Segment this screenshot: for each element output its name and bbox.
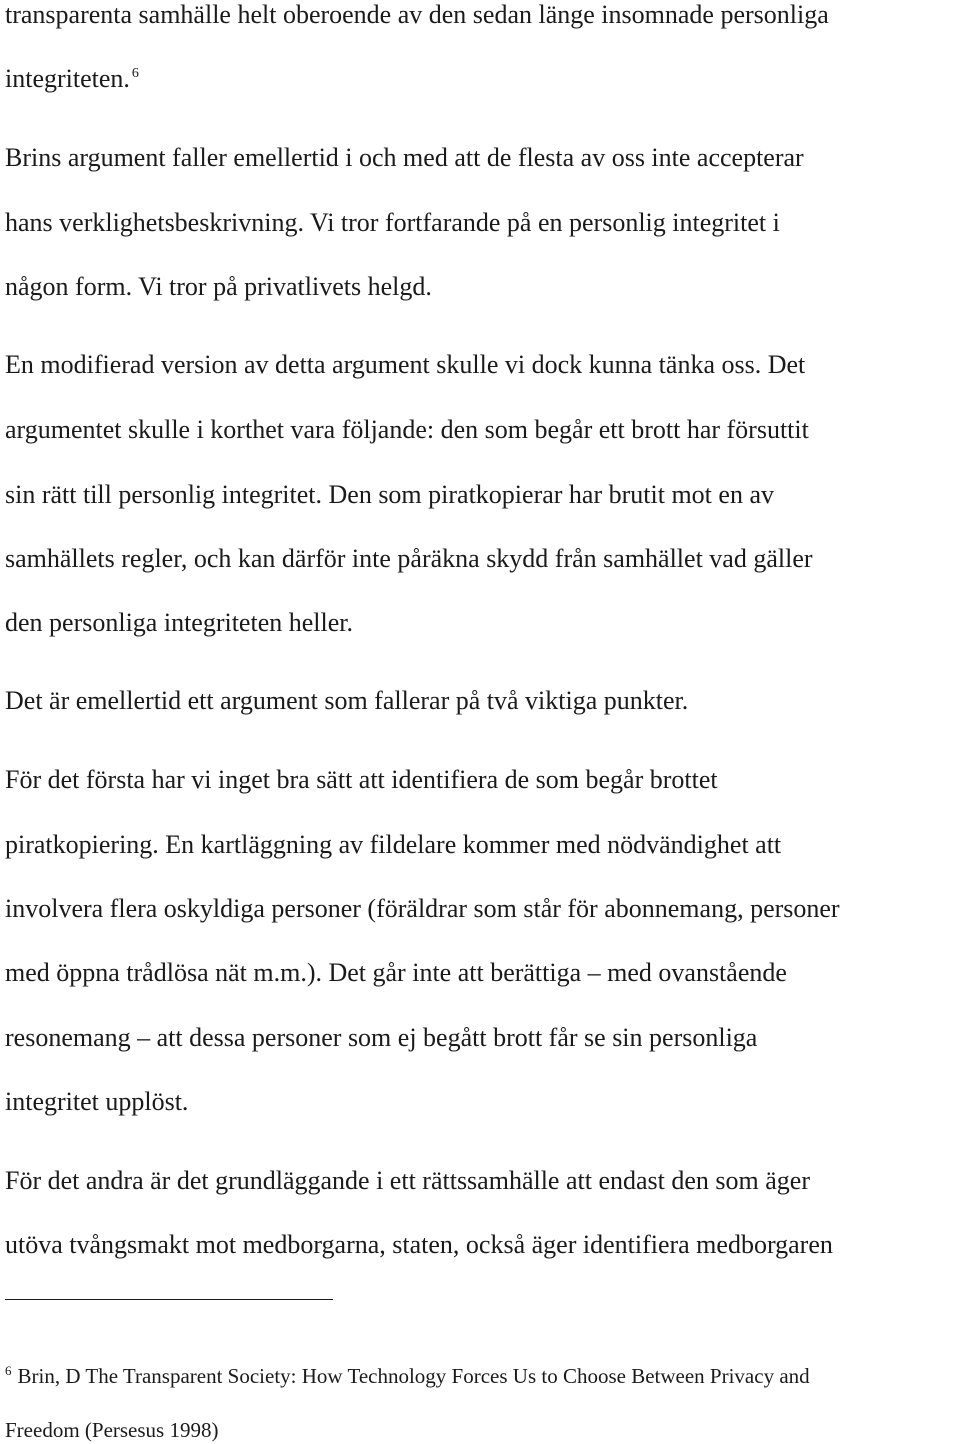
body-line-6: En modifierad version av detta argument skulle vi dock kunna tänka oss. Det <box>5 350 806 379</box>
body-line-3: Brins argument faller emellertid i och med att de flesta av oss inte accepterar <box>5 143 804 172</box>
body-line-17: integritet upplöst. <box>5 1087 189 1116</box>
body-line-4: hans verklighetsbeskrivning. Vi tror fortfarande på en personlig integritet i <box>5 208 780 237</box>
footnote-line-1 <box>5 1363 810 1389</box>
body-line-8: sin rätt till personlig integritet. Den som piratkopierar har brutit mot en av <box>5 480 774 509</box>
body-line-2-text: integriteten. <box>5 64 130 93</box>
body-line-2 <box>5 64 139 94</box>
footnote-line-2: Freedom (Persesus 1998) <box>5 1418 219 1442</box>
body-line-11: Det är emellertid ett argument som fallerar på två viktiga punkter. <box>5 686 689 715</box>
body-line-1: transparenta samhälle helt oberoende av den sedan länge insomnade personliga <box>5 0 829 29</box>
body-line-16: resonemang – att dessa personer som ej begått brott får se sin personliga <box>5 1023 758 1052</box>
body-line-14: involvera flera oskyldiga personer (föräldrar som står för abonnemang, personer <box>5 894 840 923</box>
body-line-9: samhällets regler, och kan därför inte påräkna skydd från samhället vad gäller <box>5 544 813 573</box>
footnote-number: 6 <box>5 1363 12 1378</box>
body-line-12: För det första har vi inget bra sätt att identifiera de som begår brottet <box>5 765 718 794</box>
body-line-5: någon form. Vi tror på privatlivets helgd. <box>5 272 432 301</box>
body-line-13: piratkopiering. En kartläggning av fildelare kommer med nödvändighet att <box>5 830 782 859</box>
footnote-reference: 6 <box>131 66 139 82</box>
footnote-separator <box>5 1299 333 1300</box>
body-line-15: med öppna trådlösa nät m.m.). Det går inte att berättiga – med ovanstående <box>5 958 787 987</box>
body-line-10: den personliga integriteten heller. <box>5 608 353 637</box>
body-line-7: argumentet skulle i korthet vara följande: den som begår ett brott har försuttit <box>5 415 809 444</box>
body-line-19: utöva tvångsmakt mot medborgarna, staten, också äger identifiera medborgaren <box>5 1230 833 1259</box>
body-line-18: För det andra är det grundläggande i ett rättssamhälle att endast den som äger <box>5 1166 810 1195</box>
footnote-text-1: Brin, D The Transparent Society: How Technology Forces Us to Choose Between Privacy and <box>17 1364 810 1388</box>
